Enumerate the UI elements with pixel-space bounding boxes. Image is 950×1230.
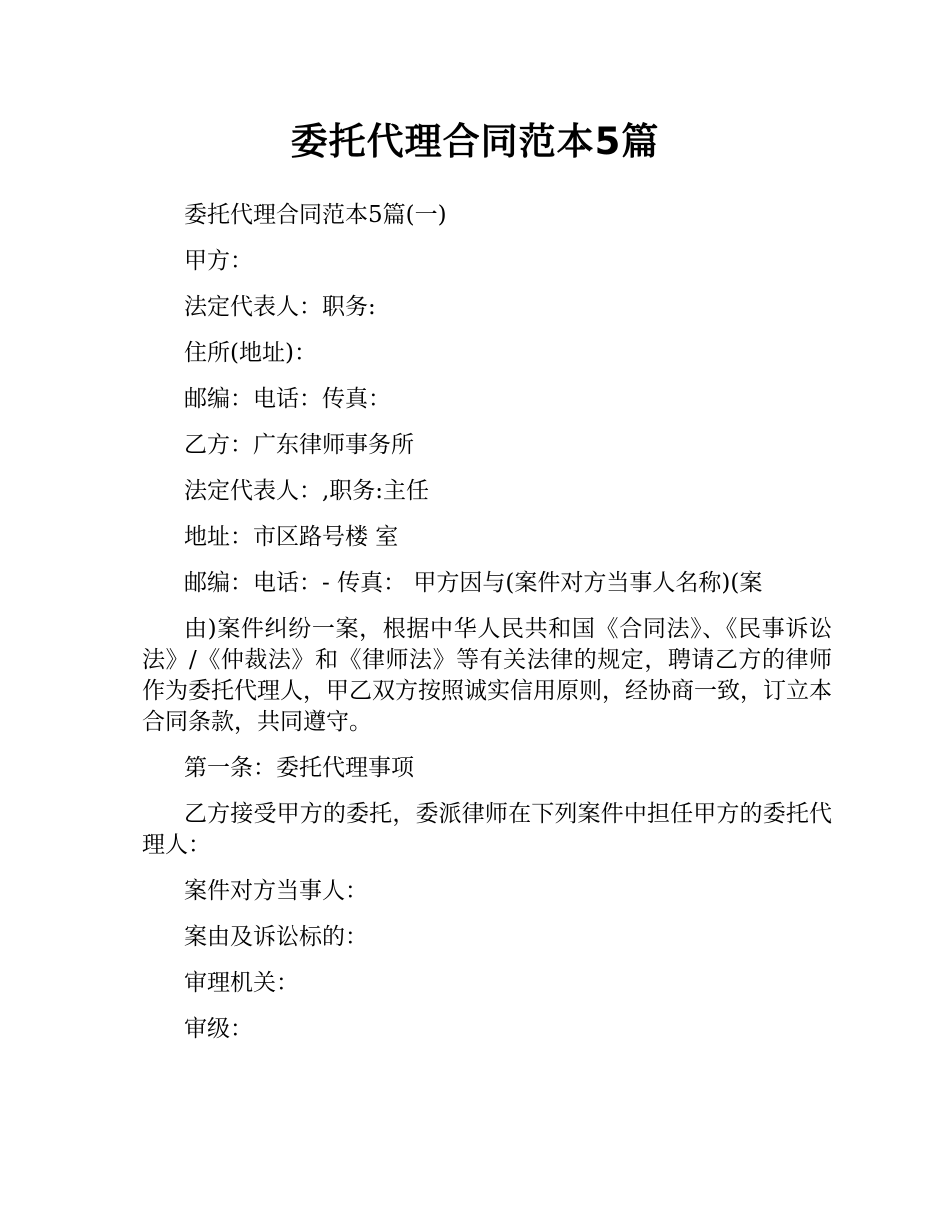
case-court: 审理机关： bbox=[184, 970, 299, 996]
section-heading: 委托代理合同范本5篇(一) bbox=[184, 202, 447, 228]
document-body bbox=[142, 200, 832, 1060]
article-one-heading: 第一条：委托代理事项 bbox=[184, 755, 414, 781]
party-b-label: 乙方：广东律师事务所 bbox=[184, 432, 414, 458]
document-title: 委托代理合同范本5篇 bbox=[290, 120, 660, 163]
party-a-label: 甲方： bbox=[184, 248, 253, 274]
case-opposing-party: 案件对方当事人： bbox=[184, 878, 368, 904]
party-b-contact: 邮编：电话：- 传真： 甲方因与(案件对方当事人名称)(案 bbox=[184, 570, 763, 596]
party-a-contact: 邮编：电话：传真： bbox=[184, 386, 391, 412]
case-cause: 案由及诉讼标的： bbox=[184, 924, 368, 950]
contract-preamble: 由)案件纠纷一案，根据中华人民共和国《合同法》、《民事诉讼法》/《仲裁法》和《律师法》等有关法律的规定，聘请乙方的律师作为委托代理人，甲乙双方按照诚实信用原则，经协商一致，订立本合同条款，共同遵守。 bbox=[142, 616, 832, 735]
party-a-representative: 法定代表人：职务: bbox=[184, 294, 376, 320]
case-level: 审级： bbox=[184, 1016, 253, 1042]
party-b-address: 地址：市区路号楼 室 bbox=[184, 524, 399, 550]
party-a-address: 住所(地址)： bbox=[184, 340, 317, 366]
article-one-text: 乙方接受甲方的委托，委派律师在下列案件中担任甲方的委托代理人： bbox=[142, 801, 832, 858]
party-b-representative: 法定代表人：,职务:主任 bbox=[184, 478, 430, 504]
